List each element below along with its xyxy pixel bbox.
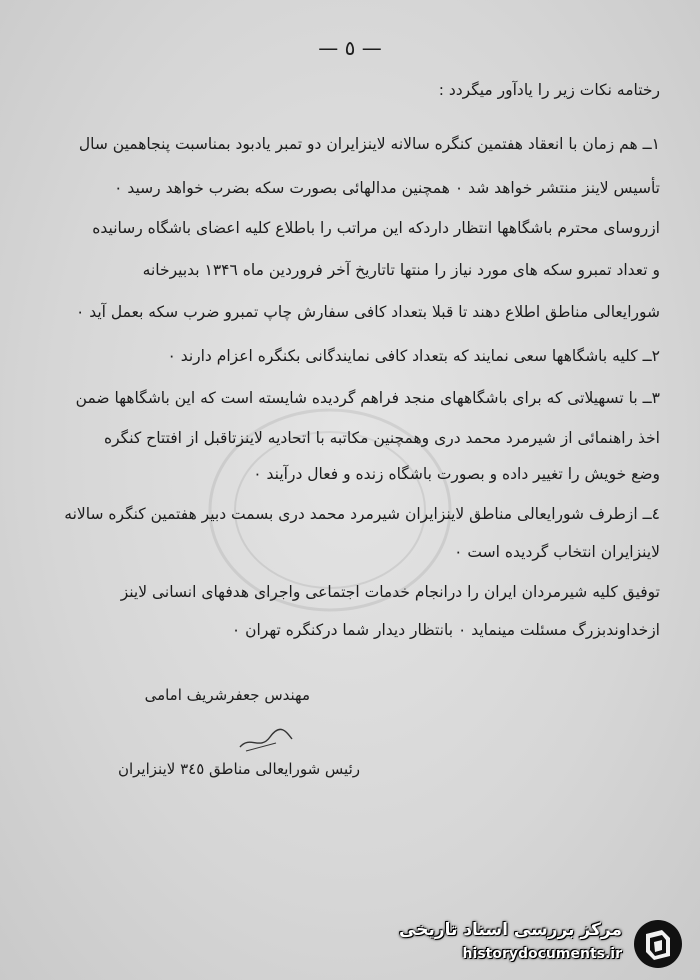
archive-logo-icon [632, 918, 684, 970]
body-line: اخذ راهنمائی از شیرمرد محمد دری وهمچنین مکاتبه با اتحادیه لاینزتاقبل از افتتاح کنگره [103, 429, 660, 447]
signatory-title: رئیس شورایعالی مناطق ۳٤٥ لاینزایران [117, 760, 360, 778]
body-line: و تعداد تمبرو سکه های مورد نیاز را منتها تاتاریخ آخر فروردین ماه ۱۳۴٦ بدبیرخانه [142, 261, 660, 279]
body-line: تأسیس لاینز منتشر خواهد شد ٠ همچنین مدالهائی بصورت سکه بضرب خواهد رسید ٠ [114, 179, 660, 197]
body-line: ۱ــ هم زمان با انعقاد هفتمین کنگره سالانه لاینزایران دو تمبر یادبود بمناسبت پنجاهمین سال [78, 135, 660, 153]
body-line: ٤ــ ازطرف شورایعالی مناطق لاینزایران شیرمرد محمد دری بسمت دبیر هفتمین کنگره سالانه [64, 505, 660, 523]
watermark-footer [394, 914, 684, 970]
body-line: ۲ــ کلیه باشگاهها سعی نمایند که بتعداد کافی نمایندگانی بکنگره اعزام دارند ٠ [167, 347, 660, 365]
signatory-name: مهندس جعفرشریف امامی [144, 686, 310, 704]
body-line: ازخداوندبزرگ مسئلت مینماید ٠ بانتظار دیدار شما درکنگره تهران ٠ [231, 621, 660, 639]
body-line: ۳ــ با تسهیلاتی که برای باشگاههای منجد فراهم گردیده شایسته است که این باشگاهها ضمن [75, 389, 660, 407]
watermark-url[interactable]: historydocuments.ir [462, 946, 622, 962]
signature-scribble-icon [236, 725, 296, 755]
body-line: توفیق کلیه شیرمردان ایران را درانجام خدمات اجتماعی واجرای هدفهای انسانی لاینز [120, 583, 660, 601]
body-line: ازروسای محترم باشگاهها انتظار داردکه این مراتب را باطلاع کلیه اعضای باشگاه رسانیده [92, 219, 660, 237]
body-line: وضع خویش را تغییر داده و بصورت باشگاه زنده و فعال درآیند ٠ [253, 465, 660, 483]
watermark-title: مرکز بررسی اسناد تاریخی [399, 920, 622, 940]
body-line: لاینزایران انتخاب گردیده است ٠ [454, 543, 660, 561]
body-line: شورایعالی مناطق اطلاع دهند تا قبلا بتعداد کافی سفارش چاپ تمبرو ضرب سکه بعمل آید ٠ [75, 303, 660, 321]
intro-line: رختامه نکات زیر را یادآور میگردد : [438, 81, 660, 99]
page-number: — ٥ — [318, 36, 382, 60]
